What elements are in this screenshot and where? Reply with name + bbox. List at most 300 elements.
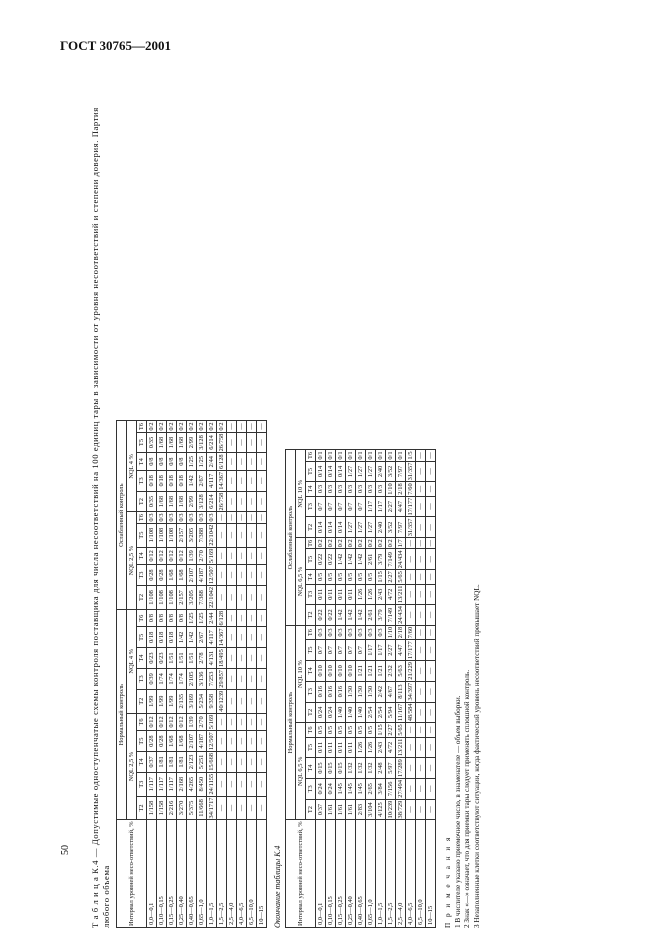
column-header: Т5 xyxy=(137,627,147,648)
table-cell: 1/158 xyxy=(147,796,157,820)
table-cell: — xyxy=(237,585,247,609)
table-cell: — xyxy=(247,713,257,731)
table-cell: 1/61 xyxy=(326,799,336,820)
nql-group: NQL 6,5 % xyxy=(296,723,306,820)
table-cell: 1/45 xyxy=(356,778,366,799)
table-cell: — xyxy=(426,778,436,799)
table-cell: 1/74 xyxy=(157,668,167,689)
table-cell: 1/51 xyxy=(177,648,187,669)
table-cell: 3/52 xyxy=(386,461,396,482)
table-cell: — xyxy=(257,523,267,547)
interval-cell: 2,5—4,0 xyxy=(396,820,406,928)
interval-cell: 1,5—2,5 xyxy=(386,820,396,928)
interval-cell: 0,0—0,1 xyxy=(316,820,326,928)
table-cell: — xyxy=(257,470,267,491)
table-cell: — xyxy=(227,772,237,796)
table-cell: 0/8 xyxy=(157,609,167,627)
table-row xyxy=(356,450,366,928)
column-header: Т3 xyxy=(306,496,316,517)
table-cell: 4/131 xyxy=(207,648,217,669)
table-cell: 0/1 xyxy=(327,451,334,460)
table-cell: 8/450 xyxy=(197,772,207,796)
table-cell: 0/16 xyxy=(326,681,336,702)
table-cell: 0/3 xyxy=(316,482,326,496)
table-cell: 0/22 xyxy=(326,549,336,570)
table-row xyxy=(406,450,416,928)
table-cell: — xyxy=(426,517,436,538)
table-cell: — xyxy=(217,713,227,731)
table-row xyxy=(217,421,227,928)
table-cell: 0/5 xyxy=(346,723,356,737)
table-cell: 0/24 xyxy=(326,778,336,799)
table-cell: 0/5 xyxy=(346,570,356,584)
table-cell: — xyxy=(227,421,237,432)
interval-cell: 0,15—0,25 xyxy=(167,820,177,928)
table-cell: 0/1 xyxy=(377,451,384,460)
table-cell: 1/39 xyxy=(187,547,197,565)
table-cell: 0/11 xyxy=(336,737,346,758)
table-cell: 0/3 xyxy=(188,513,195,522)
table-cell: 1/17 xyxy=(376,496,386,517)
table-cell: 1/45 xyxy=(346,778,356,799)
column-header: Т4 xyxy=(306,482,316,496)
table-row xyxy=(326,450,336,928)
table-cell: 1/42 xyxy=(346,605,356,626)
table-cell: 1/108 xyxy=(157,523,167,547)
table-cell: — xyxy=(237,565,247,586)
note-item: 2 Знак «—» означает, что для приемки тары следует применять сплошной контроль. xyxy=(463,670,471,928)
table-cell: 3/128 xyxy=(197,491,207,512)
table-cell: 29/857 xyxy=(218,669,225,688)
table-cell: 22/1042 xyxy=(208,524,215,546)
table-cell: — xyxy=(416,758,426,779)
table-cell: — xyxy=(237,648,247,669)
column-header: Т6 xyxy=(306,450,316,461)
table-cell: 2/18 xyxy=(397,626,404,639)
table-cell: — xyxy=(416,549,426,570)
table-body xyxy=(147,421,267,928)
table-cell: 0/10 xyxy=(316,660,326,681)
table-cell: 5/65 xyxy=(397,571,404,583)
table-cell: 1/61 xyxy=(336,799,346,820)
interval-cell: 10—15 xyxy=(426,820,436,928)
table-cell: 2/42 xyxy=(376,681,386,702)
table-cell: 0/37 xyxy=(147,752,157,773)
table-cell: 3/270 xyxy=(177,796,187,820)
table-cell: 0/14 xyxy=(316,517,326,538)
note-item: 3 Незаполненные клетки соответствуют ситуации, когда фактический уровень несоответствий превышает NQL. xyxy=(472,584,481,928)
table-cell: — xyxy=(406,778,416,799)
table-cell: 0/2 xyxy=(158,422,165,431)
table-cell: 1/74 xyxy=(167,668,177,689)
table-cell: 17/177 xyxy=(407,497,414,516)
table-cell: 2/27 xyxy=(386,496,396,517)
table-cell: 0/2 xyxy=(387,539,394,548)
table-cell: — xyxy=(227,609,237,627)
column-header: Т6 xyxy=(137,512,147,523)
table-cell: 0/11 xyxy=(346,584,356,605)
table-cell: — xyxy=(237,470,247,491)
table-row xyxy=(237,421,247,928)
table-continuation-caption: Окончание таблицы К.4 xyxy=(273,845,282,928)
table-cell: 27/494 xyxy=(397,779,404,798)
table-cell: 3/136 xyxy=(197,668,207,689)
table-cell: — xyxy=(257,585,267,609)
interval-cell: 4,0—6,5 xyxy=(406,820,416,928)
table-cell: 0/11 xyxy=(316,737,326,758)
nql-group: NQL 6,5 % xyxy=(296,538,306,626)
table-cell: — xyxy=(247,470,257,491)
table-cell: 1/5 xyxy=(407,451,414,460)
table-cell: — xyxy=(257,565,267,586)
table-cell: — xyxy=(247,648,257,669)
table-cell: 1/68 xyxy=(167,565,177,586)
table-row xyxy=(336,450,346,928)
table-cell: 1/99 xyxy=(167,689,177,713)
table-cell: 1/30 xyxy=(366,681,376,702)
table-cell: 7/97 xyxy=(396,517,406,538)
table-cell: 4/72 xyxy=(386,584,396,605)
table-cell: — xyxy=(227,648,237,669)
table-cell: — xyxy=(237,731,247,752)
interval-cell: 1,5—2,5 xyxy=(217,820,227,928)
nql-group: NQL 10 % xyxy=(296,625,306,722)
table-cell: 2/27 xyxy=(387,571,394,583)
table-row xyxy=(167,421,177,928)
table-cell: 4/117 xyxy=(207,627,217,648)
table-cell: — xyxy=(217,752,227,773)
table-cell: — xyxy=(237,796,247,820)
table-cell: — xyxy=(257,512,267,523)
table-cell: 3/79 xyxy=(376,605,386,626)
table-cell: 2/32 xyxy=(386,660,396,681)
table-cell: 1/61 xyxy=(346,799,356,820)
column-header: Т5 xyxy=(137,432,147,453)
table-cell: 0/1 xyxy=(317,451,324,460)
table-cell: — xyxy=(257,752,267,773)
table-cell: — xyxy=(237,713,247,731)
table-cell: 1/25 xyxy=(187,609,197,627)
table-cell: — xyxy=(227,731,237,752)
table-cell: 7/388 xyxy=(197,585,207,609)
table-cell: 48/584 xyxy=(407,703,414,722)
table-cell: 38/729 xyxy=(397,800,404,819)
table-cell: 1/27 xyxy=(346,517,356,538)
table-cell: 0/12 xyxy=(177,713,187,731)
table-cell: 2/18 xyxy=(397,483,404,495)
table-cell: 34/1717 xyxy=(208,797,215,819)
table-cell: 4/47 xyxy=(396,496,406,517)
table-cell: 0/3 xyxy=(178,513,185,522)
table-cell: 1/40 xyxy=(356,702,366,723)
table-cell: 7/60 xyxy=(407,626,414,639)
table-cell: 0/5 xyxy=(366,570,376,584)
table-cell: — xyxy=(416,778,426,799)
note-item: 1 В числителе указано приемочное число, в знаменателе — объем выборки. xyxy=(453,695,462,928)
interval-cell: 6,5—10,0 xyxy=(247,820,257,928)
table-cell: — xyxy=(416,799,426,820)
table-cell: 0/10 xyxy=(326,660,336,681)
table-cell: 4/47 xyxy=(396,640,406,661)
table-cell: 0/5 xyxy=(356,570,366,584)
table-cell: 5/65 xyxy=(397,724,404,736)
table-cell: 0/3 xyxy=(148,513,155,522)
column-header: Т4 xyxy=(306,758,316,779)
table-cell: — xyxy=(247,421,257,432)
table-cell: 0/2 xyxy=(347,539,354,548)
interval-header: Интервал уровней несо-ответствий, % xyxy=(117,820,147,928)
interval-cell: 0,15—0,25 xyxy=(336,820,346,928)
table-cell: 3/205 xyxy=(187,585,197,609)
table-cell: — xyxy=(426,702,436,723)
table-cell: 6/128 xyxy=(218,610,225,626)
table-cell: — xyxy=(406,799,416,820)
table-cell: 0/2 xyxy=(178,422,185,431)
table-cell: — xyxy=(237,523,247,547)
column-header: Т5 xyxy=(137,523,147,547)
table-cell: 31/357 xyxy=(407,462,414,481)
table-cell: 1/21 xyxy=(366,660,376,681)
table-cell: — xyxy=(416,482,426,496)
interval-cell: 0,65—1,0 xyxy=(366,820,376,928)
table-cell: 4/117 xyxy=(207,470,217,491)
table-cell: 1/42 xyxy=(336,605,346,626)
table-cell: 1/17 xyxy=(376,640,386,661)
table-cell: 0/14 xyxy=(326,461,336,482)
table-cell: 13/211 xyxy=(397,585,404,604)
column-header: Т4 xyxy=(137,547,147,565)
table-cell: — xyxy=(416,570,426,584)
table-cell: — xyxy=(416,702,426,723)
table-cell: — xyxy=(217,585,227,609)
table-cell: 4/125 xyxy=(376,799,386,820)
table-cell: 0/3 xyxy=(376,625,386,639)
table-cell: 0/3 xyxy=(366,482,376,496)
table-cell: 0/18 xyxy=(147,627,157,648)
table-cell: 0/11 xyxy=(346,737,356,758)
table-cell: 2/43 xyxy=(376,737,386,758)
table-cell: 0/28 xyxy=(147,731,157,752)
table-cell: 0/22 xyxy=(316,605,326,626)
column-header: Т5 xyxy=(306,737,316,758)
table-cell: — xyxy=(227,523,237,547)
table-cell: 2/27 xyxy=(387,724,394,736)
table-cell: 3/79 xyxy=(376,549,386,570)
table-cell: 1/21 xyxy=(356,660,366,681)
table-cell: — xyxy=(257,668,267,689)
column-header: Т2 xyxy=(306,605,316,626)
column-header: Т6 xyxy=(306,723,316,737)
table-cell: 5/251 xyxy=(197,752,207,773)
table-cell: 1/40 xyxy=(346,702,356,723)
table-cell: 0/15 xyxy=(326,758,336,779)
table-cell: 7/149 xyxy=(386,549,396,570)
table-cell: 0/35 xyxy=(147,432,157,453)
table-cell: 2/78 xyxy=(197,648,207,669)
table-row xyxy=(247,421,257,928)
table-row xyxy=(316,450,326,928)
table-cell: 0/28 xyxy=(157,731,167,752)
table-cell: 0/14 xyxy=(326,517,336,538)
table-cell: 0/3 xyxy=(336,625,346,639)
table-cell: 0/3 xyxy=(376,482,386,496)
table-cell: 0/8 xyxy=(167,609,177,627)
table-cell: 0/3 xyxy=(366,625,376,639)
table-cell: 6/128 xyxy=(218,454,225,469)
table-cell: 0/7 xyxy=(346,640,356,661)
table-cell: — xyxy=(257,713,267,731)
table-cell: — xyxy=(247,512,257,523)
table-cell: 40/1239 xyxy=(218,690,225,712)
table-cell: 0/7 xyxy=(326,496,336,517)
table-cell: 0/8 xyxy=(147,609,157,627)
table-cell: — xyxy=(237,689,247,713)
table-cell: 1/68 xyxy=(167,731,177,752)
table-cell: 0/3 xyxy=(346,482,356,496)
table-cell: 5/234 xyxy=(197,689,207,713)
table-cell: — xyxy=(426,758,436,779)
table-cell: 0/3 xyxy=(158,513,165,522)
table-cell: 1/42 xyxy=(346,549,356,570)
column-header: Т3 xyxy=(137,565,147,586)
table-cell: 1/117 xyxy=(147,772,157,796)
table-cell: 7/156 xyxy=(386,778,396,799)
table-cell: 2/105 xyxy=(187,668,197,689)
table-cell: 0/8 xyxy=(167,453,177,471)
table-cell: — xyxy=(247,491,257,512)
table-cell: 1/68 xyxy=(177,432,187,453)
table-cell: 0/14 xyxy=(336,517,346,538)
table-cell: 0/2 xyxy=(317,539,324,548)
table-row xyxy=(197,421,207,928)
column-header: Т4 xyxy=(306,660,316,681)
table-cell: 0/3 xyxy=(326,625,336,639)
table-cell: 0/1 xyxy=(397,451,404,460)
table-cell: 0/3 xyxy=(336,482,346,496)
table-cell: — xyxy=(237,491,247,512)
table-cell: 0/2 xyxy=(357,539,364,548)
column-header: Т6 xyxy=(137,421,147,432)
table-cell: 0/3 xyxy=(326,482,336,496)
column-header: Т3 xyxy=(306,681,316,702)
column-header: Т3 xyxy=(137,470,147,491)
interval-cell: 0,65—1,0 xyxy=(197,820,207,928)
table-cell: 8/113 xyxy=(396,681,406,702)
table-cell: — xyxy=(426,640,436,661)
table-cell: — xyxy=(237,752,247,773)
column-header: Т5 xyxy=(306,461,316,482)
table-cell: 17/289 xyxy=(397,759,404,777)
table-cell: — xyxy=(247,752,257,773)
table-cell: 1/27 xyxy=(366,517,376,538)
table-cell: 7/97 xyxy=(396,461,406,482)
table-cell: 2/107 xyxy=(187,731,197,752)
table-cell: 0/2 xyxy=(377,539,384,548)
table-cell: 0/5 xyxy=(326,723,336,737)
table-cell: — xyxy=(257,627,267,648)
column-header: Т4 xyxy=(137,752,147,773)
table-cell: 14/367 xyxy=(218,628,225,647)
table-cell: 2/67 xyxy=(197,470,207,491)
table-cell: 0/12 xyxy=(167,547,177,565)
table-cell: — xyxy=(217,512,227,523)
table-cell: 1/108 xyxy=(167,585,177,609)
nql-group: NQL 10 % xyxy=(296,450,306,538)
table-cell: 0/7 xyxy=(346,496,356,517)
table-cell: — xyxy=(426,723,436,737)
column-header: Т2 xyxy=(306,799,316,820)
table-cell: 0/12 xyxy=(167,713,177,731)
table-cell: 2/48 xyxy=(376,758,386,779)
table-cell: 4/187 xyxy=(197,731,207,752)
table-cell: — xyxy=(237,772,247,796)
column-header: Т6 xyxy=(306,625,316,639)
table-cell: 4/67 xyxy=(386,681,396,702)
table-cell: — xyxy=(227,512,237,523)
table-cell: 0/23 xyxy=(157,648,167,669)
table-cell: — xyxy=(406,605,416,626)
table-cell: 2/27 xyxy=(386,640,396,661)
table-cell: 0/28 xyxy=(157,565,167,586)
table-cell: 12/507 xyxy=(208,566,215,584)
table-cell: — xyxy=(257,421,267,432)
table-cell: 2/168 xyxy=(177,772,187,796)
table-cell: — xyxy=(217,565,227,586)
table-cell: 0/11 xyxy=(336,584,346,605)
table-cell: 2/70 xyxy=(197,547,207,565)
table-cell: 2/44 xyxy=(207,453,217,471)
table-cell: 1/81 xyxy=(177,752,187,773)
column-header: Т3 xyxy=(137,772,147,796)
table-cell: 0/3 xyxy=(356,482,366,496)
table-cell: — xyxy=(416,737,426,758)
table-cell: 0/2 xyxy=(367,539,374,548)
table-cell: 1/25 xyxy=(187,453,197,471)
table-cell: 11/668 xyxy=(197,796,207,820)
table-cell: 0/12 xyxy=(157,547,167,565)
table-row xyxy=(207,421,217,928)
table-cell: — xyxy=(406,549,416,570)
table-cell: 1/68 xyxy=(167,432,177,453)
column-header: Т3 xyxy=(306,584,316,605)
table-cell: 21/229 xyxy=(407,661,414,680)
nql-group: NQL 4 % xyxy=(127,421,137,512)
table-cell: 0/7 xyxy=(326,640,336,661)
table-cell: — xyxy=(416,625,426,639)
table-cell: 2/43 xyxy=(376,584,386,605)
table-row xyxy=(227,421,237,928)
table-cell: 0/5 xyxy=(366,723,376,737)
table-cell: — xyxy=(227,432,237,453)
table-cell: 0/3 xyxy=(208,513,215,522)
table-cell: 0/11 xyxy=(326,737,336,758)
table-cell: 1/42 xyxy=(177,627,187,648)
table-cell: 0/18 xyxy=(167,470,177,491)
table-cell: 0/3 xyxy=(168,513,175,522)
table-cell: 0/15 xyxy=(316,758,326,779)
table-cell: — xyxy=(416,605,426,626)
table-cell: 10/239 xyxy=(387,800,394,819)
column-header: Т5 xyxy=(306,640,316,661)
table-cell: 7/253 xyxy=(207,668,217,689)
table-cell: — xyxy=(217,523,227,547)
interval-cell: 0,40—0,65 xyxy=(356,820,366,928)
table-cell: — xyxy=(227,565,237,586)
table-row xyxy=(257,421,267,928)
table-cell: 1/158 xyxy=(157,796,167,820)
table-cell: 0/5 xyxy=(316,723,326,737)
table-cell: 1/99 xyxy=(147,689,157,713)
